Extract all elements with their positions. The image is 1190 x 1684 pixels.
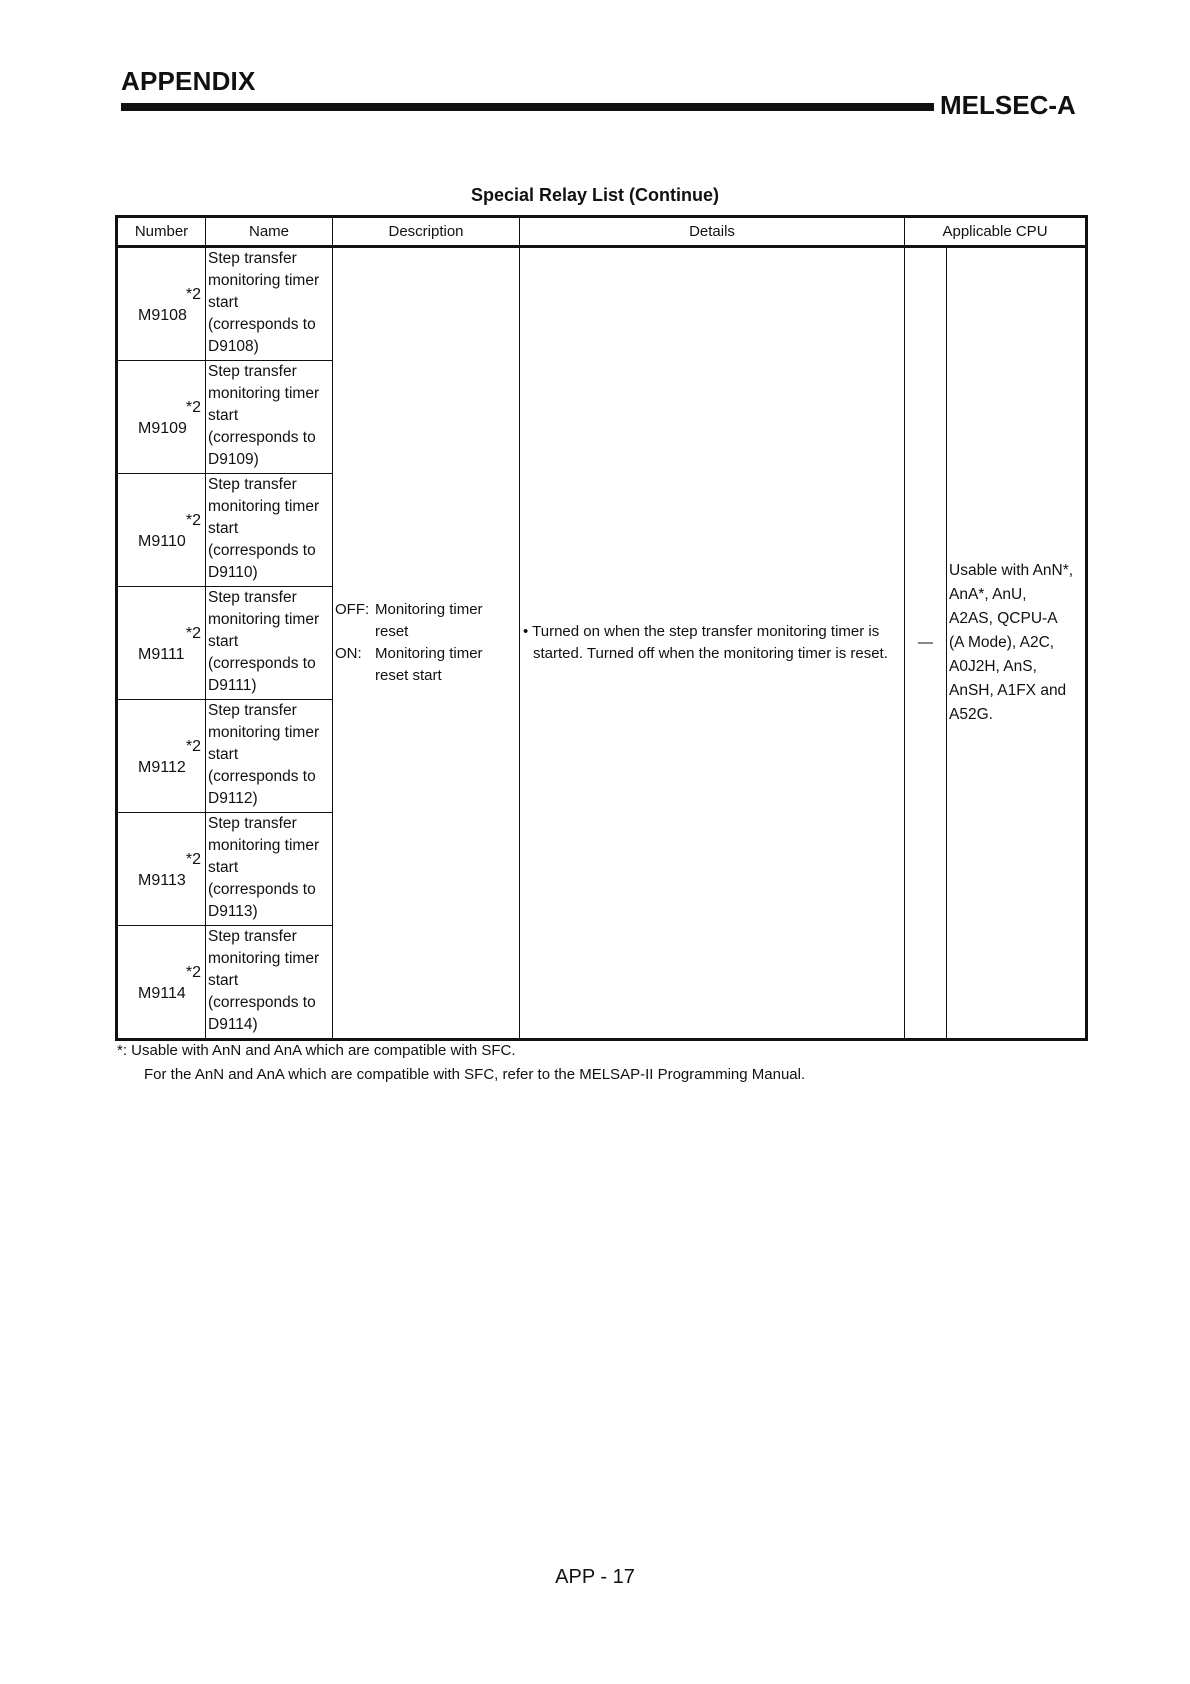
footnote <box>117 1039 805 1087</box>
relay-name-line: (corresponds to <box>208 316 316 333</box>
description-state-label <box>335 665 375 687</box>
relay-name-line: start <box>208 972 239 989</box>
relay-number-cell <box>117 247 206 361</box>
relay-name-line: (corresponds to <box>208 429 316 446</box>
column-header-description: Description <box>333 217 520 247</box>
relay-name-line: monitoring timer <box>208 611 320 628</box>
relay-name-line: Step transfer <box>208 476 297 493</box>
relay-name-line: monitoring timer <box>208 724 320 741</box>
applicable-cpu-line: A52G. <box>949 706 993 723</box>
table-row <box>117 247 1087 361</box>
column-header-applicable-cpu: Applicable CPU <box>905 217 1087 247</box>
relay-name-line: Step transfer <box>208 363 297 380</box>
relay-number: M9109 <box>138 420 187 437</box>
relay-name-line: monitoring timer <box>208 950 320 967</box>
page-number: APP - 17 <box>555 1566 635 1588</box>
footnote-line-1: *: Usable with AnN and AnA which are compatible with SFC. <box>117 1042 516 1059</box>
relay-name-line: start <box>208 407 239 424</box>
relay-name-line: monitoring timer <box>208 272 320 289</box>
relay-name-line: D9112) <box>208 790 258 807</box>
relay-name-cell <box>206 247 333 361</box>
column-header-details: Details <box>520 217 905 247</box>
relay-name-cell <box>206 700 333 813</box>
relay-name-line: (corresponds to <box>208 994 316 1011</box>
relay-name-line: start <box>208 859 239 876</box>
special-relay-table <box>115 215 1088 1041</box>
relay-number-cell <box>117 587 206 700</box>
description-text: Monitoring timer <box>375 645 483 662</box>
relay-footnote-mark: *2 <box>185 286 201 303</box>
table-title: Special Relay List (Continue) <box>470 185 720 205</box>
relay-name-line: monitoring timer <box>208 385 320 402</box>
relay-name-line: D9113) <box>208 903 258 920</box>
relay-number: M9110 <box>138 533 186 550</box>
relay-name-cell <box>206 587 333 700</box>
relay-name-line: start <box>208 294 239 311</box>
table-header-row <box>117 217 1087 247</box>
applicable-cpu-line: A2AS, QCPU-A <box>949 610 1058 627</box>
description-cell <box>333 247 520 1040</box>
relay-name-cell <box>206 474 333 587</box>
relay-number-cell <box>117 361 206 474</box>
relay-name-line: D9111) <box>208 677 257 694</box>
cpu-mark-cell: — <box>905 247 947 1040</box>
description-state-label: ON: <box>335 645 362 662</box>
relay-footnote-mark: *2 <box>185 738 201 755</box>
applicable-cpu-line: AnSH, A1FX and <box>949 682 1067 699</box>
brand-label: MELSEC-A <box>940 90 1076 120</box>
header-rule <box>121 103 934 111</box>
details-text: • Turned on when the step transfer monitoring timer is started. Turned off when the monitoring timer is reset. <box>523 623 888 662</box>
relay-name-line: (corresponds to <box>208 768 316 785</box>
description-text: Monitoring timer <box>375 601 483 618</box>
relay-name-line: start <box>208 633 239 650</box>
relay-name-line: Step transfer <box>208 702 297 719</box>
relay-number: M9114 <box>138 985 186 1002</box>
description-line <box>335 599 519 621</box>
relay-name-cell <box>206 361 333 474</box>
details-cell <box>520 247 905 1040</box>
relay-name-line: start <box>208 520 239 537</box>
relay-name-line: start <box>208 746 239 763</box>
relay-name-line: Step transfer <box>208 928 297 945</box>
column-header-name: Name <box>206 217 333 247</box>
relay-number: M9111 <box>138 646 185 663</box>
relay-number-cell <box>117 926 206 1040</box>
relay-number: M9108 <box>138 307 187 324</box>
relay-name-line: D9114) <box>208 1016 258 1033</box>
relay-name-cell <box>206 813 333 926</box>
description-state-label: OFF: <box>335 601 370 618</box>
section-title: APPENDIX <box>121 66 256 96</box>
description-text: reset start <box>375 667 442 684</box>
table-body <box>117 247 1087 1040</box>
relay-footnote-mark: *2 <box>185 625 201 642</box>
column-header-number: Number <box>117 217 206 247</box>
relay-number: M9112 <box>138 759 186 776</box>
relay-name-line: D9109) <box>208 451 259 468</box>
footnote-line-2: For the AnN and AnA which are compatible with SFC, refer to the MELSAP-II Programming Manual. <box>144 1066 806 1083</box>
relay-name-line: monitoring timer <box>208 837 320 854</box>
relay-name-line: Step transfer <box>208 250 297 267</box>
description-state-label <box>335 621 375 643</box>
description-line <box>335 621 519 643</box>
relay-name-line: Step transfer <box>208 815 297 832</box>
applicable-cpu-line: A0J2H, AnS, <box>949 658 1037 675</box>
applicable-cpu-cell <box>947 247 1087 1040</box>
relay-name-line: (corresponds to <box>208 655 316 672</box>
relay-footnote-mark: *2 <box>185 399 201 416</box>
relay-footnote-mark: *2 <box>185 851 201 868</box>
relay-name-line: (corresponds to <box>208 542 316 559</box>
relay-name-line: monitoring timer <box>208 498 320 515</box>
applicable-cpu-line: (A Mode), A2C, <box>949 634 1055 651</box>
relay-name-line: D9110) <box>208 564 258 581</box>
relay-number: M9113 <box>138 872 186 889</box>
relay-name-line: (corresponds to <box>208 881 316 898</box>
applicable-cpu-line: Usable with AnN*, <box>949 562 1074 579</box>
relay-number-cell <box>117 700 206 813</box>
relay-footnote-mark: *2 <box>185 512 201 529</box>
description-text: reset <box>375 623 409 640</box>
relay-footnote-mark: *2 <box>185 964 201 981</box>
relay-name-cell <box>206 926 333 1040</box>
applicable-cpu-line: AnA*, AnU, <box>949 586 1027 603</box>
relay-number-cell <box>117 474 206 587</box>
relay-name-line: D9108) <box>208 338 259 355</box>
description-line <box>335 643 519 665</box>
relay-name-line: Step transfer <box>208 589 297 606</box>
relay-number-cell <box>117 813 206 926</box>
description-line <box>335 665 519 687</box>
